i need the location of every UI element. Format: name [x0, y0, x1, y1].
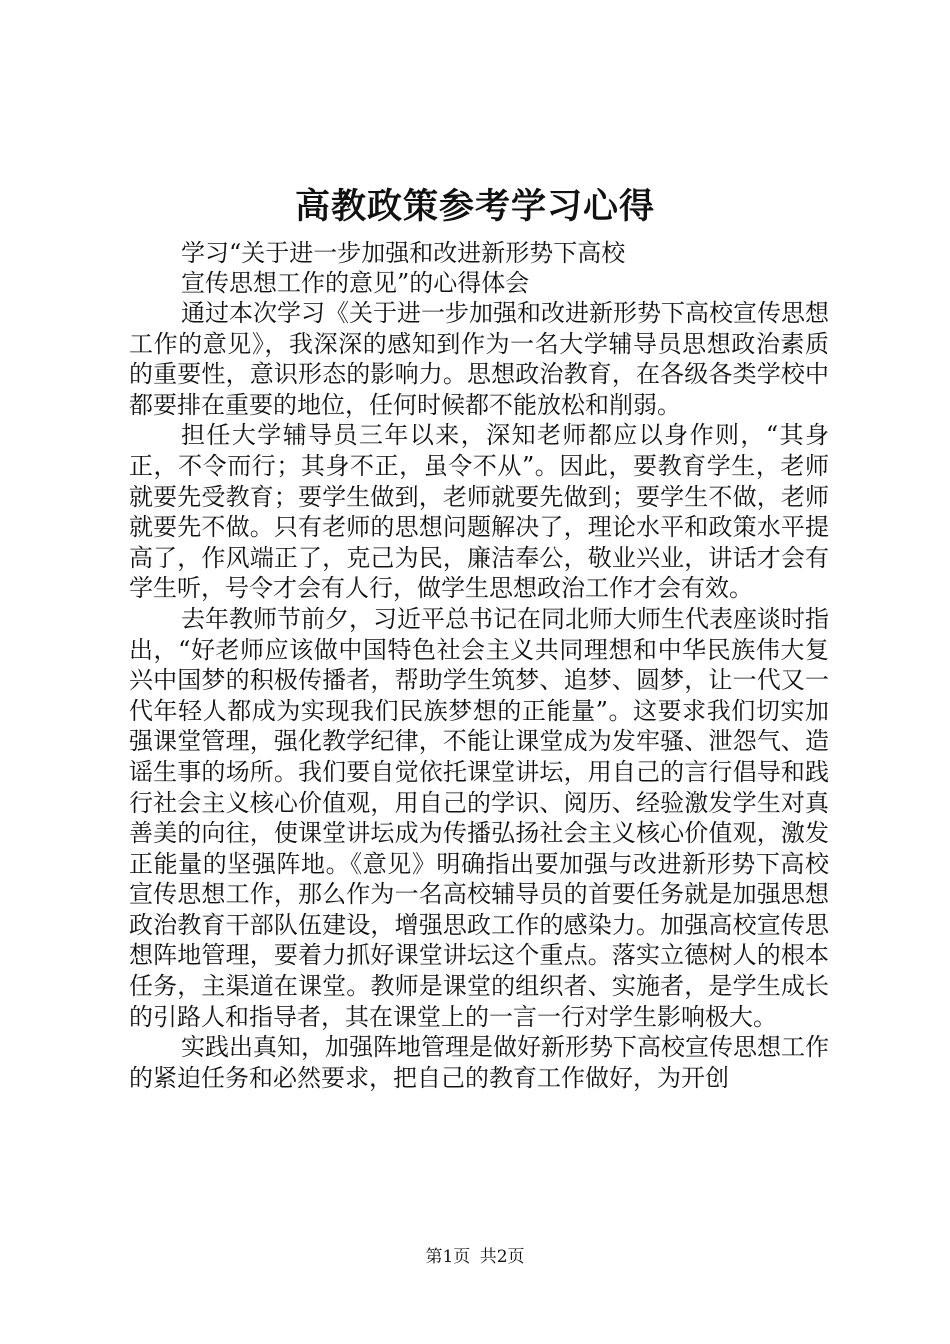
paragraph-3: 去年教师节前夕，习近平总书记在同北师大师生代表座谈时指出，“好老师应该做中国特色社会主义共同理想和中华民族伟大复兴中国梦的积极传播者，帮助学生筑梦、追梦、圆梦，让一代又一代年轻人都成为实现我们民族梦想的正能量”。这要求我们切实加强课堂管理，强化教学纪律，不能让课堂成为发牢骚、泄怨气、造谣生事的场所。我们要自觉依托课堂讲坛，用自己的言行倡导和践行社会主义核心价值观，用自己的学识、阅历、经验激发学生对真善美的向往，使课堂讲坛成为传播弘扬社会主义核心价值观，激发正能量的坚强阵地。《意见》明确指出要加强与改进新形势下高校宣传思想工作，那么作为一名高校辅导员的首要任务就是加强思想政治教育干部队伍建设，增强思政工作的感染力。加强高校宣传思想阵地管理，要着力抓好课堂讲坛这个重点。落实立德树人的根本任务，主渠道在课堂。教师是课堂的组织者、实施者，是学生成长的引路人和指导者，其在课堂上的一言一行对学生影响极大。 [129, 604, 829, 1031]
paragraph-1: 通过本次学习《关于进一步加强和改进新形势下高校宣传思想工作的意见》，我深深的感知到作为一名大学辅导员思想政治素质的重要性，意识形态的影响力。思想政治教育，在各级各类学校中都要排在重要的地位，任何时候都不能放松和削弱。 [129, 299, 829, 419]
subtitle-line-2: 宣传思想工作的意见”的心得体会 [181, 269, 530, 297]
page-number-footer: 第1页 共2页 [425, 1247, 525, 1267]
subtitle-line-1: 学习“关于进一步加强和改进新形势下高校 [181, 239, 626, 267]
paragraph-2: 担任大学辅导员三年以来，深知老师都应以身作则，“其身正，不令而行；其身不正，虽令不从”。因此，要教育学生，老师就要先受教育；要学生做到，老师就要先做到；要学生不做，老师就要先不做。只有老师的思想问题解决了，理论水平和政策水平提高了，作风端正了，克己为民，廉洁奉公，敬业兴业，讲话才会有学生听，号令才会有人行，做学生思想政治工作才会有效。 [129, 421, 829, 603]
document-title: 高教政策参考学习心得 [294, 186, 655, 227]
paragraph-4: 实践出真知，加强阵地管理是做好新形势下高校宣传思想工作的紧迫任务和必然要求，把自己的教育工作做好，为开创 [129, 1033, 829, 1092]
document-body [129, 238, 829, 1093]
